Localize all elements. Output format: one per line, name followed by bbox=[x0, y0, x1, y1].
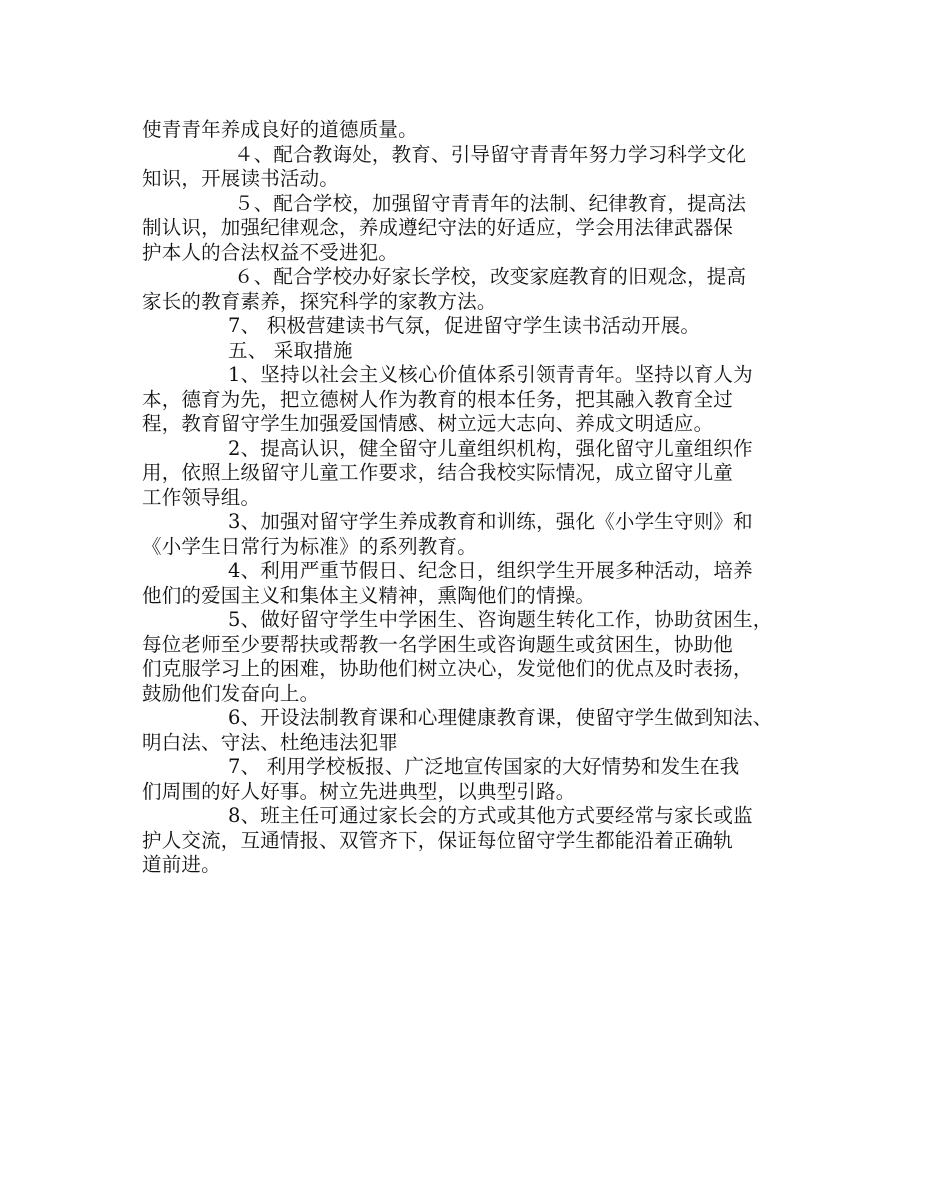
paragraph-item-5-law bbox=[142, 192, 822, 266]
paragraph-measure-7 bbox=[142, 755, 822, 804]
text-line: 2、提高认识，健全留守儿童组织机构，强化留守儿童组织作 bbox=[228, 436, 753, 460]
text-line: 4、利用严重节假日、纪念日，组织学生开展多种活动，培养 bbox=[228, 559, 753, 582]
text-line: 护本人的合法权益不受进犯。 bbox=[142, 240, 399, 264]
paragraph-item-6-parent-school bbox=[142, 265, 822, 314]
paragraph-measure-5 bbox=[142, 608, 822, 706]
paragraph-measure-8 bbox=[142, 804, 822, 878]
paragraph-item-7-reading bbox=[142, 314, 822, 339]
text-line: ５、配合学校，加强留守青青年的法制、纪律教育，提高法 bbox=[234, 191, 747, 215]
text-line: 五、 采取措施 bbox=[228, 338, 353, 362]
text-line: 8、班主任可通过家长会的方式或其他方式要经常与家长或监 bbox=[228, 804, 753, 827]
text-line: ６、配合学校办好家长学校，改变家庭教育的旧观念，提高 bbox=[234, 265, 747, 288]
paragraph-measure-6 bbox=[142, 706, 822, 755]
text-line: 知识，开展读书活动。 bbox=[142, 167, 340, 190]
text-line: 鼓励他们发奋向上。 bbox=[142, 681, 320, 705]
text-line: 明白法、守法、杜绝违法犯罪 bbox=[142, 730, 399, 754]
paragraph-measure-4 bbox=[142, 559, 822, 608]
text-line: 5、做好留守学生中学困生、咨询题生转化工作，协助贫困生， bbox=[228, 608, 773, 631]
text-line: 护人交流，互通情报、双管齐下，保证每位留守学生都能沿着正确轨 bbox=[142, 828, 734, 852]
text-line: 道前进。 bbox=[142, 853, 221, 876]
text-line: 使青青年养成良好的道德质量。 bbox=[142, 118, 418, 141]
text-line: 家长的教育素养，探究科学的家教方法。 bbox=[142, 289, 497, 313]
text-line: 工作领导组。 bbox=[142, 485, 261, 509]
text-line: 用，依照上级留守儿童工作要求，结合我校实际情况，成立留守儿童 bbox=[142, 461, 734, 484]
paragraph-item-4-study bbox=[142, 143, 822, 192]
section-heading-measures bbox=[142, 339, 822, 364]
text-line: 7、 利用学校板报、广泛地宣传国家的大好情势和发生在我 bbox=[228, 755, 740, 778]
text-line: 每位老师至少要帮扶或帮教一名学困生或咨询题生或贫困生，协助他 bbox=[142, 632, 734, 656]
text-line: 《小学生日常行为标准》的系列教育。 bbox=[142, 534, 477, 558]
paragraph-measure-3 bbox=[142, 510, 822, 559]
paragraph-continuation bbox=[142, 118, 822, 143]
text-line: 6、开设法制教育课和心理健康教育课，使留守学生做到知法、 bbox=[228, 706, 773, 729]
paragraph-measure-2 bbox=[142, 437, 822, 511]
text-line: 本，德育为先，把立德树人作为教育的根本任务，把其融入教育全过 bbox=[142, 387, 734, 411]
paragraph-measure-1 bbox=[142, 363, 822, 437]
text-line: 程，教育留守学生加强爱国情感、树立远大志向、养成文明适应。 bbox=[142, 412, 714, 435]
text-line: 他们的爱国主义和集体主义精神，熏陶他们的情操。 bbox=[142, 583, 596, 607]
text-line: 们克服学习上的困难，协助他们树立决心，发觉他们的优点及时表扬， bbox=[142, 657, 753, 680]
text-line: 1、坚持以社会主义核心价值体系引领青青年。坚持以育人为 bbox=[228, 363, 753, 386]
text-line: 7、 积极营建读书气氛，促进留守学生读书活动开展。 bbox=[228, 314, 701, 337]
text-line: 们周围的好人好事。树立先进典型，以典型引路。 bbox=[142, 779, 576, 803]
text-line: ４、配合教诲处，教育、引导留守青青年努力学习科学文化 bbox=[234, 142, 747, 166]
document-body bbox=[142, 118, 822, 878]
text-line: 制认识，加强纪律观念，养成遵纪守法的好适应，学会用法律武器保 bbox=[142, 216, 734, 239]
text-line: 3、加强对留守学生养成教育和训练，强化《小学生守则》和 bbox=[228, 510, 753, 533]
